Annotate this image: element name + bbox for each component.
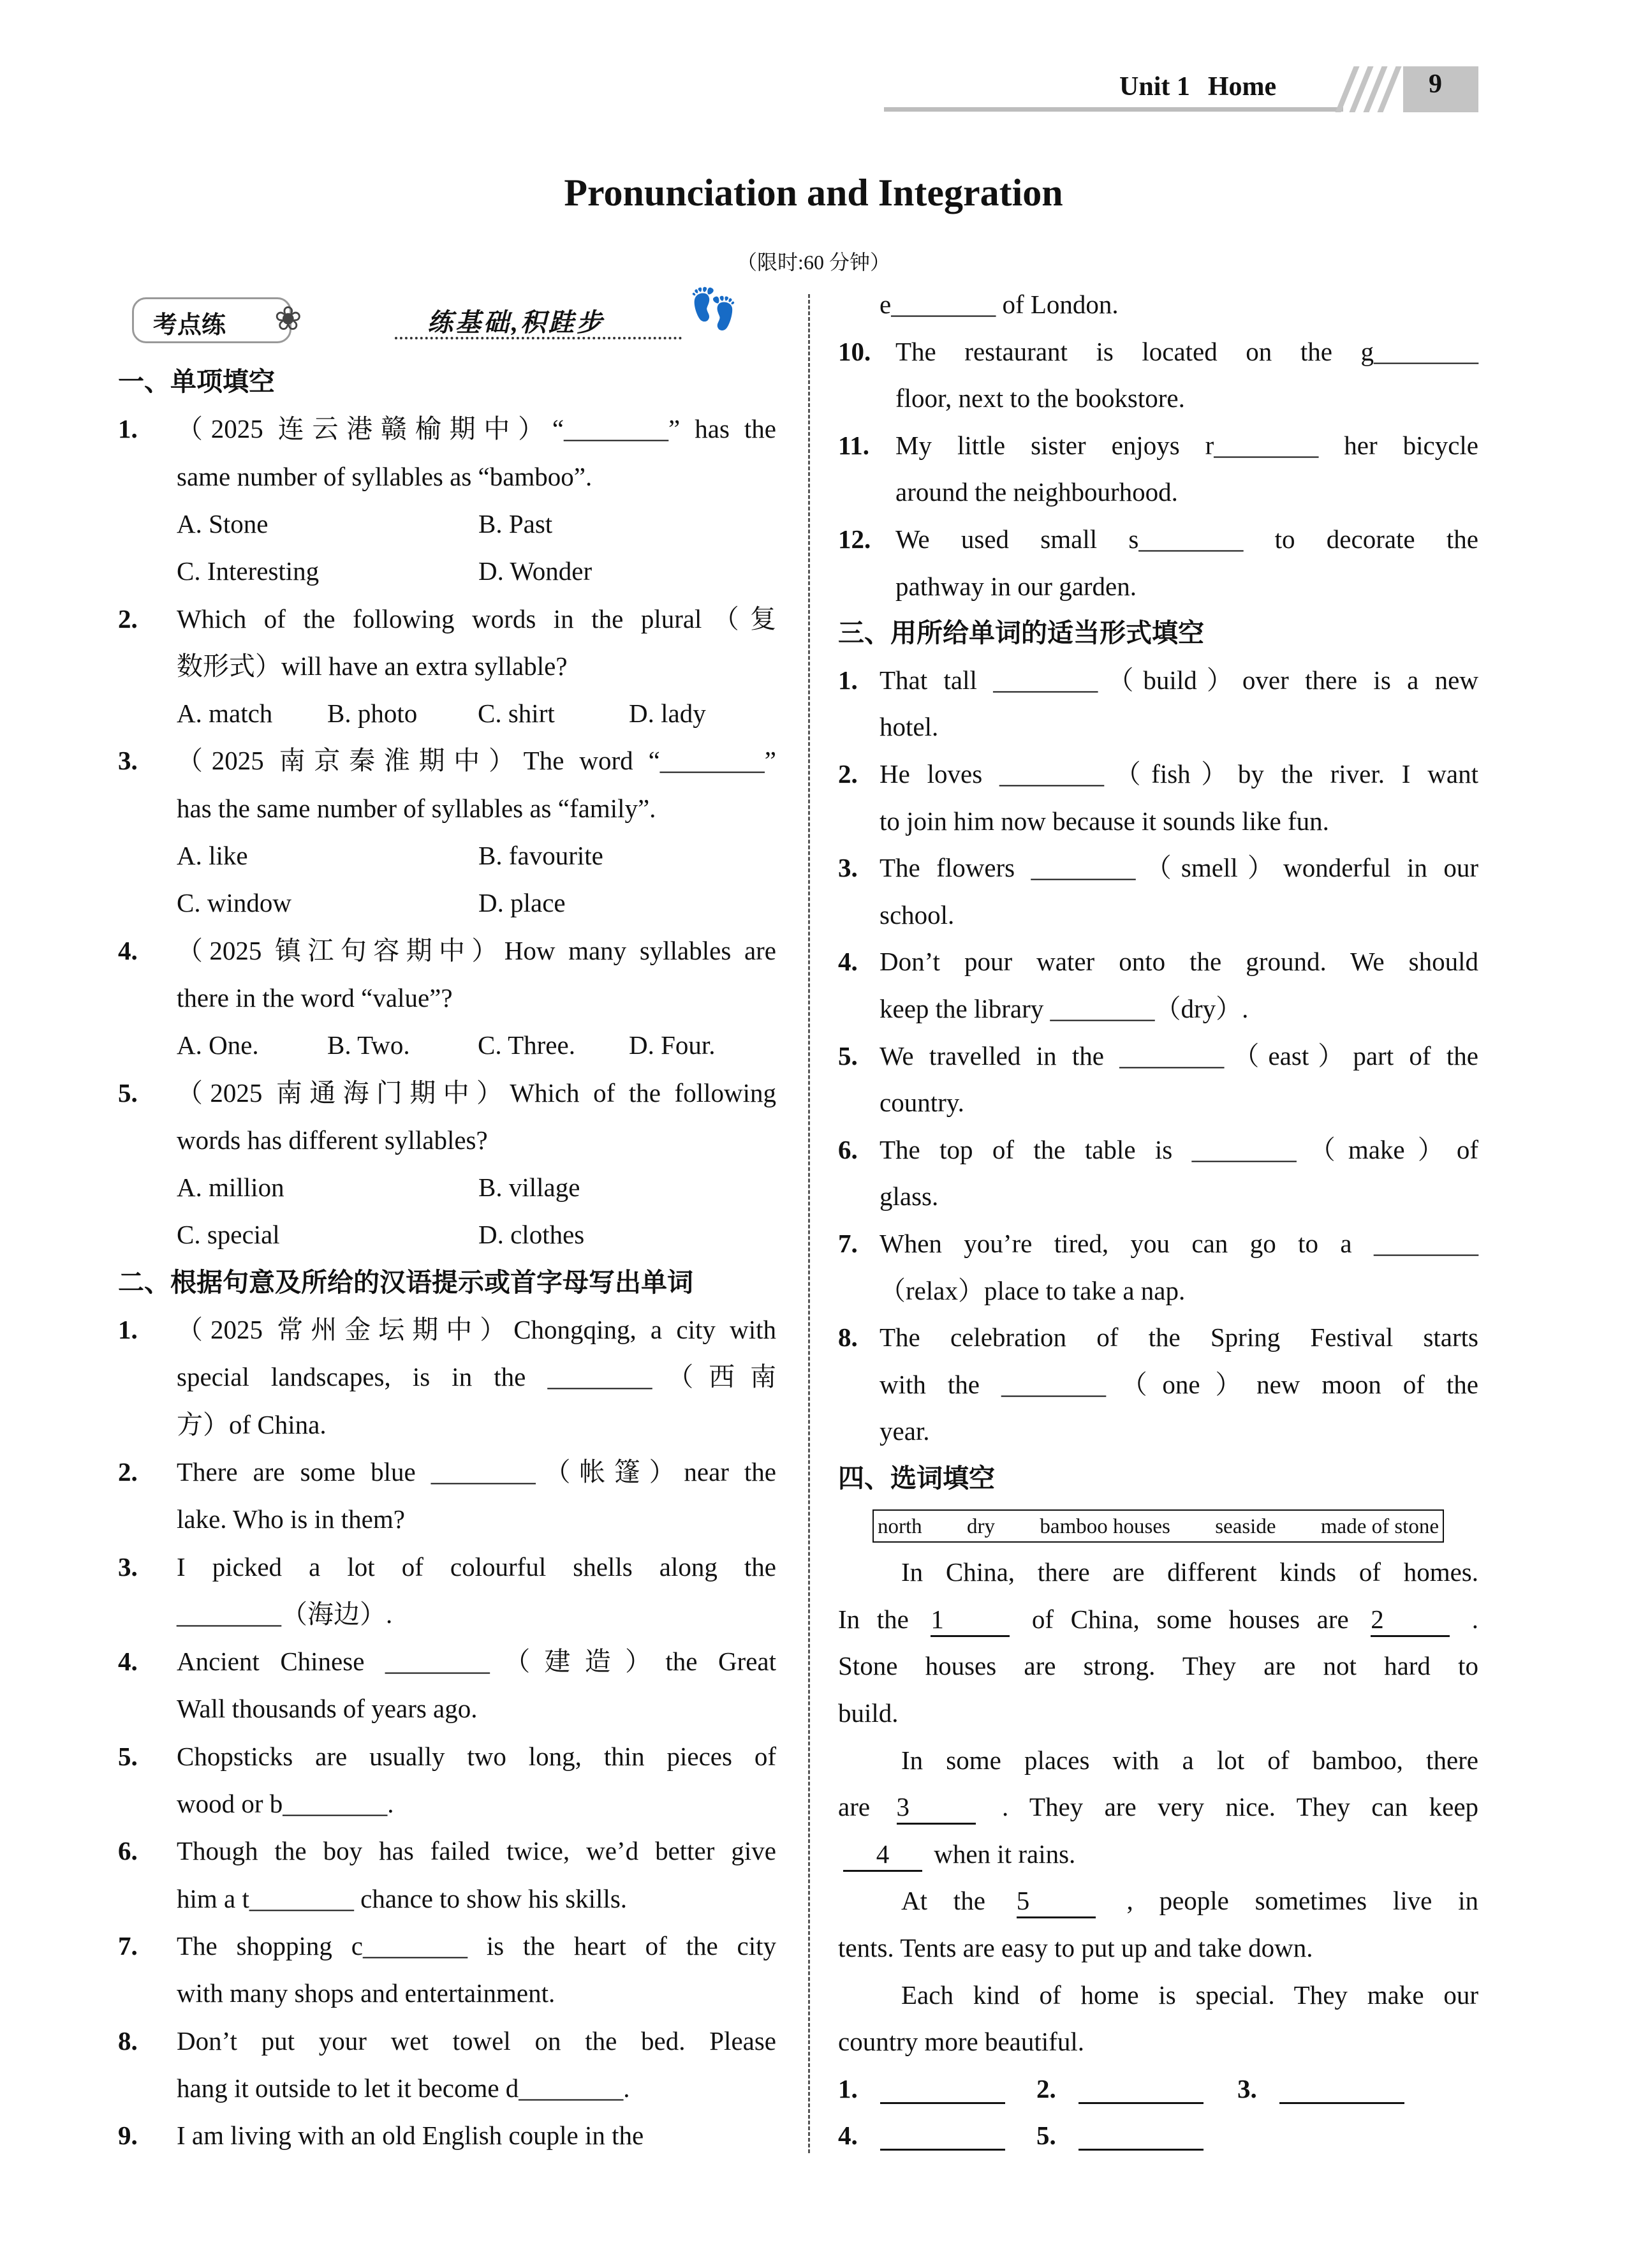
answer-option: C. shirt (478, 699, 555, 729)
question-text: The restaurant is located on the g________ (895, 336, 1478, 366)
question-text: My little sister enjoys r________ her bicycle (895, 430, 1478, 460)
question-number: 8. (838, 1323, 858, 1353)
question-text: The celebration of the Spring Festival starts (880, 1323, 1478, 1353)
passage-line (901, 1877, 1478, 1924)
answer-option: D. Wonder (478, 556, 593, 586)
answer-option: A. One. (177, 1030, 259, 1060)
answer-option: B. Two. (327, 1030, 410, 1060)
section-heading: 一、单项填空 (118, 366, 275, 397)
word-bank-item: made of stone (1320, 1515, 1439, 1538)
passage-line (901, 1548, 1478, 1596)
passage-line (838, 1830, 1478, 1878)
passage-text: At the (901, 1886, 985, 1916)
question-text-continued: glass. (880, 1182, 939, 1212)
question-text: （2025 常州金坛期中）Chongqing, a city with (177, 1315, 776, 1344)
passage-text: In some places with a lot of bamboo, there (901, 1745, 1478, 1775)
badge-slogan: 练基础,积跬步 (427, 308, 605, 337)
question-number: 5. (118, 1741, 138, 1771)
answer-number: 5. (1036, 2121, 1056, 2151)
passage-text: Each kind of home is special. They make our (901, 1980, 1478, 2010)
question-text: We travelled in the ________（east）part of the (880, 1041, 1478, 1071)
question-text: Don’t put your wet towel on the bed. Please (177, 2026, 776, 2056)
answer-option: A. like (177, 841, 248, 870)
question-number: 5. (838, 1041, 858, 1071)
passage-line (838, 1689, 1478, 1737)
question-text: Though the boy has failed twice, we’d better give (177, 1836, 776, 1866)
question-text-continued: with the ________（one）new moon of the (880, 1369, 1478, 1399)
passage-text: In the (838, 1604, 909, 1634)
question-text: There are some blue ________（帐篷）near the (177, 1456, 776, 1486)
question-text-continued: with many shops and entertainment. (177, 1978, 556, 2008)
question-text-continued: hang it outside to let it become d________. (177, 2073, 630, 2103)
question-text: Which of the following words in the plural（复 (177, 604, 776, 634)
question-text: The top of the table is ________（make）of (880, 1134, 1478, 1164)
page-title: Pronunciation and Integration (564, 172, 1063, 214)
answer-number: 4. (838, 2121, 858, 2151)
passage-text: when it rains. (934, 1839, 1076, 1869)
question-text-continued: has the same number of syllables as “family”. (177, 793, 656, 823)
answer-number: 2. (1036, 2073, 1056, 2103)
question-number: 3. (118, 1552, 138, 1582)
question-number: 4. (838, 947, 858, 977)
question-text-continued: ________（海边）. (177, 1599, 393, 1629)
question-number: 9. (118, 2121, 138, 2151)
passage-line (901, 1737, 1478, 1784)
passage-text: tents. Tents are easy to put up and take down. (838, 1933, 1313, 1962)
question-text: The flowers ________（smell）wonderful in our (880, 853, 1478, 883)
word-bank-item: dry (967, 1515, 996, 1538)
question-text-continued: year. (880, 1416, 930, 1446)
word-bank-item: bamboo houses (1040, 1515, 1170, 1538)
answer-option: B. photo (327, 699, 418, 729)
question-text-continued: school. (880, 900, 955, 930)
question-number: 5. (118, 1078, 138, 1108)
question-number: 1. (118, 414, 138, 444)
answer-number: 1. (838, 2073, 858, 2103)
question-number: 1. (118, 1315, 138, 1344)
question-text-continued: to join him now because it sounds like fun. (880, 806, 1329, 836)
question-text-continued: e________ of London. (880, 290, 1119, 319)
answer-option: C. Interesting (177, 556, 320, 586)
question-number: 4. (118, 1647, 138, 1677)
question-text: I am living with an old English couple in the (177, 2121, 644, 2151)
footprints-icon: 👣 (689, 288, 739, 331)
answer-option: B. favourite (478, 841, 603, 870)
page-number: 9 (1429, 70, 1442, 99)
question-text: We used small s________ to decorate the (895, 524, 1478, 554)
question-number: 2. (118, 604, 138, 634)
question-text-continued: special landscapes, is in the ________（西南 (177, 1362, 776, 1392)
dotted-rule (395, 337, 682, 339)
question-text: Ancient Chinese ________（建造）the Great (177, 1647, 776, 1677)
question-text-continued: words has different syllables? (177, 1125, 488, 1155)
passage-line (838, 1783, 1478, 1830)
word-bank-item: seaside (1215, 1515, 1276, 1538)
word-bank (872, 1509, 1444, 1543)
numbered-blank: 5 (1017, 1885, 1096, 1918)
time-limit: （限时:60 分钟） (737, 251, 890, 274)
answer-option: B. village (478, 1173, 580, 1203)
question-text-continued: pathway in our garden. (895, 571, 1137, 601)
question-text-continued: same number of syllables as “bamboo”. (177, 461, 593, 491)
badge-label: 考点练 (153, 311, 226, 339)
passage-text: country more beautiful. (838, 2027, 1084, 2057)
question-text-continued: keep the library ________（dry）. (880, 994, 1249, 1023)
question-text: Don’t pour water onto the ground. We should (880, 947, 1478, 977)
unit-title: Home (1207, 72, 1277, 101)
question-text: （2025 南通海门期中）Which of the following (177, 1078, 776, 1108)
answer-option: D. Four. (629, 1030, 716, 1060)
lotus-icon: ❀ (274, 301, 302, 337)
question-text-continued: him a t________ chance to show his skills. (177, 1883, 628, 1913)
answer-blank[interactable] (880, 2102, 1005, 2104)
question-number: 7. (838, 1229, 858, 1258)
question-text: I picked a lot of colourful shells along the (177, 1552, 776, 1582)
answer-number: 3. (1237, 2073, 1257, 2103)
question-number: 12. (838, 524, 871, 554)
section-heading: 三、用所给单词的适当形式填空 (838, 618, 1204, 649)
passage-text: build. (838, 1698, 899, 1728)
question-text: （2025 镇江句容期中）How many syllables are (177, 935, 776, 965)
passage-text: are (838, 1792, 871, 1822)
answer-option: D. place (478, 888, 566, 918)
passage-text: . (1471, 1604, 1479, 1634)
question-text: When you’re tired, you can go to a ________ (880, 1229, 1478, 1258)
answer-option: A. Stone (177, 508, 269, 538)
answer-option: C. special (177, 1220, 280, 1250)
question-number: 4. (118, 935, 138, 965)
answer-option: D. lady (629, 699, 706, 729)
passage-text: , people sometimes live in (1126, 1886, 1479, 1916)
question-number: 2. (118, 1456, 138, 1486)
question-text-continued: Wall thousands of years ago. (177, 1694, 478, 1724)
answer-blank[interactable] (880, 2149, 1005, 2151)
passage-line (838, 1642, 1478, 1689)
question-text: Chopsticks are usually two long, thin pieces of (177, 1741, 776, 1771)
word-bank-item: north (878, 1515, 922, 1538)
question-text-continued: there in the word “value”? (177, 982, 453, 1012)
numbered-blank: 4 (843, 1838, 922, 1872)
section-heading: 四、选词填空 (838, 1463, 995, 1493)
passage-text: . They are very nice. They can keep (1001, 1792, 1479, 1822)
answer-option: D. clothes (478, 1220, 585, 1250)
answer-option: A. match (177, 699, 273, 729)
question-text: （2025 南京秦淮期中）The word “________” (177, 746, 776, 776)
answer-option: C. Three. (478, 1030, 575, 1060)
numbered-blank: 3 (897, 1791, 976, 1825)
running-header (1119, 71, 1294, 102)
question-number: 6. (838, 1134, 858, 1164)
question-text-continued: around the neighbourhood. (895, 477, 1178, 507)
question-number: 3. (838, 853, 858, 883)
question-text-continued: hotel. (880, 712, 939, 742)
question-text: That tall ________（build）over there is a new (880, 665, 1478, 695)
question-text-continued: floor, next to the bookstore. (895, 383, 1185, 413)
question-number: 7. (118, 1931, 138, 1960)
column-divider (808, 294, 810, 2153)
answer-blank[interactable] (1079, 2102, 1204, 2104)
question-number: 8. (118, 2026, 138, 2056)
passage-text: Stone houses are strong. They are not hard to (838, 1651, 1478, 1681)
question-number: 1. (838, 665, 858, 695)
numbered-blank: 2 (1371, 1603, 1450, 1637)
answer-blank[interactable] (1079, 2149, 1204, 2151)
question-text: The shopping c________ is the heart of the city (177, 1931, 776, 1960)
question-text-continued: country. (880, 1088, 964, 1118)
question-text: （2025 连云港赣榆期中）“________” has the (177, 414, 776, 444)
passage-text: of China, some houses are (1031, 1604, 1349, 1634)
passage-line (838, 1924, 1478, 1971)
numbered-blank: 1 (931, 1603, 1010, 1637)
question-number: 3. (118, 746, 138, 776)
passage-line (838, 1596, 1478, 1643)
answer-option: C. window (177, 888, 291, 918)
passage-text: In China, there are different kinds of homes. (901, 1557, 1478, 1587)
answer-option: A. million (177, 1173, 284, 1203)
question-number: 11. (838, 430, 869, 460)
question-number: 6. (118, 1836, 138, 1866)
header-rule (884, 107, 1343, 112)
section-heading: 二、根据句意及所给的汉语提示或首字母写出单词 (118, 1266, 693, 1298)
unit-label: Unit 1 (1119, 72, 1190, 101)
question-text-continued: wood or b________. (177, 1789, 394, 1818)
question-text-continued: lake. Who is in them? (177, 1504, 405, 1534)
answer-option: B. Past (478, 508, 553, 538)
question-text: He loves ________（fish）by the river. I want (880, 759, 1478, 789)
answer-blank[interactable] (1279, 2102, 1404, 2104)
question-text-continued: 数形式）will have an extra syllable? (177, 651, 568, 681)
passage-line (901, 1971, 1478, 2019)
question-number: 2. (838, 759, 858, 789)
question-text-continued: （relax）place to take a nap. (880, 1275, 1186, 1305)
passage-line (838, 2018, 1478, 2065)
question-text-continued: 方）of China. (177, 1409, 327, 1439)
question-number: 10. (838, 336, 871, 366)
